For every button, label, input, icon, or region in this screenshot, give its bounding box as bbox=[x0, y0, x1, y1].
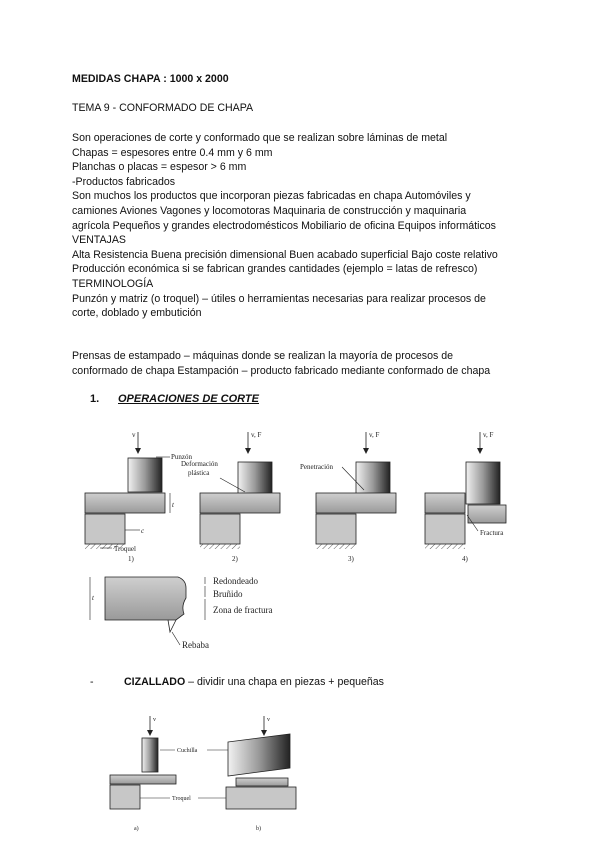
stage-4 bbox=[425, 431, 506, 563]
die bbox=[425, 514, 465, 544]
leader-line bbox=[172, 632, 180, 645]
label-vf: v, F bbox=[483, 431, 494, 439]
sheet-left bbox=[425, 493, 465, 513]
sheet bbox=[110, 775, 176, 784]
label-deformacion: Deformación bbox=[181, 460, 218, 468]
step-label: 3) bbox=[348, 555, 354, 563]
die bbox=[316, 514, 356, 544]
blade-angled bbox=[228, 734, 290, 776]
label-punzon: Punzón bbox=[171, 453, 192, 461]
die bbox=[226, 787, 296, 809]
die bbox=[200, 514, 240, 544]
die bbox=[110, 785, 140, 809]
arrow-head bbox=[245, 448, 251, 454]
page-title: MEDIDAS CHAPA : 1000 x 2000 bbox=[72, 73, 229, 85]
text-line: Punzón y matriz (o troquel) – útiles o herramientas necesarias para realizar procesos de bbox=[72, 292, 486, 305]
bullet-cizallado bbox=[90, 676, 384, 688]
label-t: t bbox=[92, 594, 94, 602]
label-t: t bbox=[172, 501, 174, 509]
stage-2 bbox=[181, 431, 280, 563]
label-vf: v, F bbox=[251, 431, 262, 439]
text-line: Son muchos los productos que incorporan piezas fabricadas en chapa Automóviles y bbox=[72, 190, 471, 203]
text-line: camiones Aviones Vagones y locomotoras Maquinaria de construcción y maquinaria bbox=[72, 205, 467, 217]
bullet-term: CIZALLADO bbox=[124, 676, 186, 688]
label-v: v bbox=[153, 717, 156, 723]
label-v: v bbox=[132, 431, 136, 439]
step-label-b: b) bbox=[256, 826, 261, 832]
text-line: conformado de chapa Estampación – producto fabricado mediante conformado de chapa bbox=[72, 365, 491, 377]
sheet bbox=[316, 493, 396, 513]
arrow-head bbox=[477, 448, 483, 454]
arrow-head bbox=[261, 730, 267, 736]
step-label-a: a) bbox=[134, 826, 139, 832]
label-v: v bbox=[267, 717, 270, 723]
label-cuchilla: Cuchilla bbox=[177, 748, 198, 754]
label-fractura: Fractura bbox=[480, 529, 504, 537]
topic-heading: TEMA 9 - CONFORMADO DE CHAPA bbox=[72, 102, 254, 114]
ground-hatch bbox=[425, 544, 465, 549]
label-redondeado: Redondeado bbox=[213, 576, 258, 586]
sheet bbox=[85, 493, 165, 513]
label-penetracion: Penetración bbox=[300, 463, 334, 471]
section-title: OPERACIONES DE CORTE bbox=[118, 393, 259, 405]
punch bbox=[128, 458, 162, 492]
cut-edge-figure bbox=[90, 576, 272, 650]
die bbox=[85, 514, 125, 544]
text-line: Chapas = espesores entre 0.4 mm y 6 mm bbox=[72, 146, 273, 159]
arrow-head bbox=[147, 730, 153, 736]
text-line: Planchas o placas = espesor > 6 mm bbox=[72, 161, 247, 174]
label-plastica: plástica bbox=[188, 469, 210, 477]
arrow-head bbox=[363, 448, 369, 454]
label-vf: v, F bbox=[369, 431, 380, 439]
arrow-head bbox=[135, 448, 141, 454]
stage-3 bbox=[300, 431, 396, 563]
shearing-figure bbox=[110, 716, 296, 832]
label-rebaba: Rebaba bbox=[182, 640, 209, 650]
label-troquel: Troquel bbox=[114, 545, 136, 553]
label-brunido: Bruñido bbox=[213, 589, 243, 599]
sheet-slug bbox=[468, 505, 506, 523]
sheet bbox=[236, 778, 288, 786]
text-line: Prensas de estampado – máquinas donde se realizan la mayoría de procesos de bbox=[72, 350, 454, 362]
label-c: c bbox=[141, 527, 145, 535]
stage-1 bbox=[85, 431, 193, 563]
text-line: VENTAJAS bbox=[72, 234, 126, 247]
punch bbox=[466, 462, 500, 504]
text-line: agrícola Pequeños y grandes electrodomésticos Mobiliario de oficina Equipos informáticos bbox=[72, 219, 496, 232]
step-label: 4) bbox=[462, 555, 468, 563]
step-label: 1) bbox=[128, 555, 134, 563]
text-line: TERMINOLOGÍA bbox=[72, 278, 154, 290]
cut-part bbox=[105, 577, 186, 620]
bullet-dash: - bbox=[90, 676, 94, 688]
step-label: 2) bbox=[232, 555, 238, 563]
ground-hatch bbox=[316, 544, 356, 549]
text-line: -Productos fabricados bbox=[72, 175, 176, 188]
burr bbox=[168, 620, 176, 632]
text-line: Son operaciones de corte y conformado que se realizan sobre láminas de metal bbox=[72, 132, 448, 144]
ground-hatch bbox=[200, 544, 240, 549]
label-zona-fractura: Zona de fractura bbox=[213, 605, 273, 615]
bullet-text: – dividir una chapa en piezas + pequeñas bbox=[185, 676, 384, 688]
label-troquel: Troquel bbox=[172, 796, 191, 802]
section-number: 1. bbox=[90, 393, 100, 405]
text-line: Alta Resistencia Buena precisión dimensional Buen acabado superficial Bajo coste relativo bbox=[72, 248, 498, 261]
blade bbox=[142, 738, 158, 772]
text-line: corte, doblado y embutición bbox=[72, 307, 202, 320]
sheet bbox=[200, 493, 280, 513]
text-line: Producción económica si se fabrican grandes cantidades (ejemplo = latas de refresco) bbox=[72, 263, 478, 276]
